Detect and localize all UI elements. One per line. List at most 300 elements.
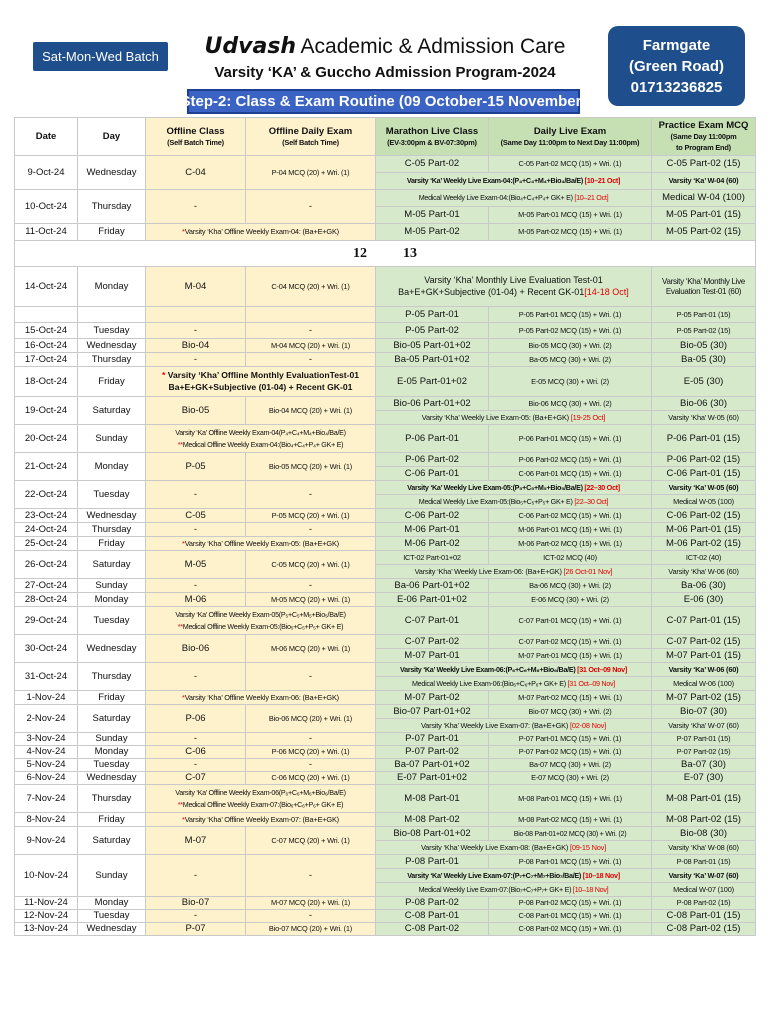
live-exam-cell: M-06 Part-02 MCQ (15) + Wri. (1): [489, 537, 652, 551]
weekly-exam-window: [10–18 Nov]: [582, 870, 620, 880]
practice-cell: P-07 Part-02 (15): [652, 746, 756, 759]
offline-exam-cell: -: [246, 855, 376, 897]
offline-weekly-exam-text: Varsity ‘Kha’ Offline Weekly Exam-04: (Ba+E+GK): [184, 227, 339, 237]
holiday-gap-cell: [15, 241, 756, 267]
table-row: [15, 339, 756, 353]
offline-exam-cell: P-05 MCQ (20) + Wri. (1): [246, 509, 376, 523]
live-exam-cell: C-05 Part-02 MCQ (15) + Wri. (1): [489, 156, 652, 173]
offline-weekly-exam-cell: [146, 425, 376, 453]
table-row: [15, 190, 756, 207]
note-asterisk: **: [177, 439, 183, 449]
live-class-cell: C-05 Part-02: [376, 156, 489, 173]
offline-weekly-exam-text: Varsity ‘Kha’ Offline Weekly Exam-07: (Ba+E+GK): [184, 814, 339, 824]
practice-cell: Bio-05 (30): [652, 339, 756, 353]
live-exam-cell: E-06 MCQ (30) + Wri. (2): [489, 593, 652, 607]
practice-cell: M-07 Part-01 (15): [652, 649, 756, 663]
practice-cell: ICT-02 (40): [652, 551, 756, 565]
table-row: [15, 759, 756, 772]
col-offline-class: [146, 118, 246, 156]
date-cell: 24-Oct-24: [15, 523, 78, 537]
practice-cell: P-07 Part-01 (15): [652, 733, 756, 746]
table-row: [15, 910, 756, 923]
practice-cell: Varsity ‘Kha’ W-05 (60): [652, 411, 756, 425]
date-cell: 19-Oct-24: [15, 397, 78, 425]
practice-cell: M-08 Part-02 (15): [652, 813, 756, 827]
brand-logo: Udvash: [204, 34, 297, 59]
practice-cell: Ba-06 (30): [652, 579, 756, 593]
day-cell: Tuesday: [78, 607, 146, 635]
practice-cell: P-08 Part-01 (15): [652, 855, 756, 869]
offline-weekly-exam-cell: [146, 537, 376, 551]
offline-exam-cell: -: [246, 481, 376, 509]
weekly-exam-text: Varsity ‘Kha’ Weekly Live Exam-06: (Ba+E+GK): [414, 566, 562, 576]
note-asterisk: *: [182, 692, 185, 702]
live-class-cell: Ba-05 Part-01+02: [376, 353, 489, 367]
table-row: [15, 307, 756, 323]
live-class-cell: Ba-06 Part-01+02: [376, 579, 489, 593]
note-asterisk: *: [161, 370, 166, 380]
offline-exam-cell: P-06 MCQ (20) + Wri. (1): [246, 746, 376, 759]
note-asterisk: **: [177, 799, 183, 809]
date-cell: 31-Oct-24: [15, 663, 78, 691]
live-class-cell: C-06 Part-01: [376, 467, 489, 481]
day-cell: Wednesday: [78, 635, 146, 663]
offline-exam-cell: C-04 MCQ (20) + Wri. (1): [246, 267, 376, 307]
table-row: [15, 367, 756, 397]
table-row: [15, 923, 756, 936]
live-class-cell: M-05 Part-02: [376, 224, 489, 241]
date-cell: 4-Nov-24: [15, 746, 78, 759]
date-cell: 3-Nov-24: [15, 733, 78, 746]
offline-weekly-exam-medical: Medical Offline Weekly Exam-07:(Bio₆+C₆+P₆+ GK+ E): [182, 799, 344, 809]
offline-monthly-test-title: Varsity ‘Kha’ Offline Monthly EvaluationTest-01: [167, 370, 360, 380]
table-row: [15, 523, 756, 537]
offline-weekly-exam-cell: [146, 785, 376, 813]
practice-cell: C-05 Part-02 (15): [652, 156, 756, 173]
practice-cell: M-06 Part-01 (15): [652, 523, 756, 537]
offline-class-cell: -: [146, 579, 246, 593]
step-title: Step-2: Class & Exam Routine (09 October-15 November): [187, 89, 580, 114]
practice-cell: Medical W-06 (100): [652, 677, 756, 691]
day-cell: Thursday: [78, 663, 146, 691]
day-cell: Sunday: [78, 855, 146, 897]
program-title: Varsity ‘KA’ & Guccho Admission Program-2024: [214, 64, 556, 81]
live-exam-cell: C-07 Part-02 MCQ (15) + Wri. (1): [489, 635, 652, 649]
live-exam-cell: Bio-07 MCQ (30) + Wri. (2): [489, 705, 652, 719]
day-cell: Monday: [78, 453, 146, 481]
date-cell: 10-Nov-24: [15, 855, 78, 897]
live-exam-cell: Ba-07 MCQ (30) + Wri. (2): [489, 759, 652, 772]
col-day: Day: [78, 118, 146, 156]
live-class-cell: E-07 Part-01+02: [376, 772, 489, 785]
live-exam-cell: M-06 Part-01 MCQ (15) + Wri. (1): [489, 523, 652, 537]
date-cell: 10-Oct-24: [15, 190, 78, 224]
table-row: [15, 509, 756, 523]
weekly-exam-cell: [376, 677, 652, 691]
practice-cell: P-06 Part-02 (15): [652, 453, 756, 467]
practice-cell: Varsity ‘Ka’ W-04 (60): [652, 173, 756, 190]
date-cell: 23-Oct-24: [15, 509, 78, 523]
weekly-exam-text: Varsity ‘Ka’ Weekly Live Exam-04:(P₄+C₄+M₄+Bio₄/Ba/E): [406, 176, 583, 186]
monthly-live-test-syllabus: Ba+E+GK+Subjective (01-04) + Recent GK-01: [398, 286, 585, 297]
day-cell: Wednesday: [78, 156, 146, 190]
day-cell: Sunday: [78, 579, 146, 593]
practice-cell: C-08 Part-01 (15): [652, 910, 756, 923]
practice-cell: Varsity ‘Kha’ W-07 (60): [652, 719, 756, 733]
live-exam-cell: P-07 Part-01 MCQ (15) + Wri. (1): [489, 733, 652, 746]
practice-cell: E-06 (30): [652, 593, 756, 607]
table-row: [15, 691, 756, 705]
live-exam-cell: C-08 Part-02 MCQ (15) + Wri. (1): [489, 923, 652, 936]
day-cell: Friday: [78, 537, 146, 551]
col-offline-exam-sub: (Self Batch Time): [282, 137, 339, 147]
live-class-cell: Bio-05 Part-01+02: [376, 339, 489, 353]
offline-exam-cell: Bio-04 MCQ (20) + Wri. (1): [246, 397, 376, 425]
weekly-exam-cell: [376, 411, 652, 425]
live-exam-cell: P-05 Part-02 MCQ (15) + Wri. (1): [489, 323, 652, 339]
offline-weekly-exam-cell: [146, 691, 376, 705]
col-marathon-title: Marathon Live Class: [385, 125, 479, 137]
day-cell: Sunday: [78, 733, 146, 746]
offline-monthly-test-syllabus: Ba+E+GK+Subjective (01-04) + Recent GK-01: [168, 381, 353, 392]
practice-cell: E-07 (30): [652, 772, 756, 785]
offline-exam-cell: Bio-06 MCQ (20) + Wri. (1): [246, 705, 376, 733]
live-class-cell: Bio-06 Part-01+02: [376, 397, 489, 411]
day-cell: Saturday: [78, 397, 146, 425]
brand-name: Academic & Admission Care: [300, 35, 566, 58]
practice-cell: M-08 Part-01 (15): [652, 785, 756, 813]
live-class-cell: P-08 Part-02: [376, 897, 489, 910]
offline-exam-cell: P-04 MCQ (20) + Wri. (1): [246, 156, 376, 190]
col-offline-class-sub: (Self Batch Time): [167, 137, 224, 147]
day-cell: Friday: [78, 367, 146, 397]
offline-exam-cell: -: [246, 759, 376, 772]
weekly-exam-text: Varsity ‘Ka’ Weekly Live Exam-05:(P₅+C₅+M₅+Bio₅/Ba/E): [407, 482, 583, 492]
table-header-row: [15, 118, 756, 156]
live-exam-cell: Bio-05 MCQ (30) + Wri. (2): [489, 339, 652, 353]
live-exam-cell: Bio-08 Part-01+02 MCQ (30) + Wri. (2): [489, 827, 652, 841]
date-cell: 22-Oct-24: [15, 481, 78, 509]
date-cell: 6-Nov-24: [15, 772, 78, 785]
offline-exam-cell: -: [246, 910, 376, 923]
weekly-exam-window: [10–21 Oct]: [574, 193, 609, 203]
day-cell: Monday: [78, 897, 146, 910]
offline-exam-cell: M-04 MCQ (20) + Wri. (1): [246, 339, 376, 353]
weekly-exam-window: [09-15 Nov]: [570, 842, 607, 852]
live-exam-cell: C-06 Part-02 MCQ (15) + Wri. (1): [489, 509, 652, 523]
practice-cell: Varsity ‘Kha’ W-06 (60): [652, 565, 756, 579]
practice-cell: Varsity ‘Ka’ W-07 (60): [652, 869, 756, 883]
col-date: Date: [15, 118, 78, 156]
live-class-cell: P-08 Part-01: [376, 855, 489, 869]
day-cell: Friday: [78, 691, 146, 705]
table-row: [15, 593, 756, 607]
day-cell: Thursday: [78, 190, 146, 224]
live-exam-cell: P-05 Part-01 MCQ (15) + Wri. (1): [489, 307, 652, 323]
date-cell: 26-Oct-24: [15, 551, 78, 579]
empty-cell: [246, 307, 376, 323]
offline-class-cell: C-06: [146, 746, 246, 759]
holiday-gap-row: [15, 241, 756, 267]
live-exam-cell: E-07 MCQ (30) + Wri. (2): [489, 772, 652, 785]
date-cell: 29-Oct-24: [15, 607, 78, 635]
table-row: [15, 827, 756, 841]
branch-name: Farmgate: [642, 36, 711, 54]
day-cell: Tuesday: [78, 759, 146, 772]
live-class-cell: P-06 Part-02: [376, 453, 489, 467]
offline-class-cell: -: [146, 190, 246, 224]
offline-weekly-exam-medical: Medical Offline Weekly Exam-05:(Bio₅+C₅+P₅+ GK+ E): [182, 621, 344, 631]
table-row: [15, 453, 756, 467]
live-exam-cell: P-06 Part-01 MCQ (15) + Wri. (1): [489, 425, 652, 453]
col-offline-exam: [246, 118, 376, 156]
offline-exam-cell: C-05 MCQ (20) + Wri. (1): [246, 551, 376, 579]
batch-badge: Sat-Mon-Wed Batch: [33, 42, 168, 71]
offline-weekly-exam-medical: Medical Offline Weekly Exam-04:(Bio₄+C₄+P₄+ GK+ E): [182, 439, 344, 449]
weekly-exam-cell: [376, 841, 652, 855]
offline-exam-cell: -: [246, 579, 376, 593]
offline-exam-cell: -: [246, 663, 376, 691]
live-class-cell: M-07 Part-01: [376, 649, 489, 663]
branch-phone: 01713236825: [630, 78, 723, 96]
live-class-cell: Bio-07 Part-01+02: [376, 705, 489, 719]
weekly-exam-text: Varsity ‘Kha’ Weekly Live Exam-07: (Ba+E+GK): [420, 720, 569, 730]
live-exam-cell: C-07 Part-01 MCQ (15) + Wri. (1): [489, 607, 652, 635]
weekly-exam-window: [26 Oct-01 Nov]: [563, 566, 613, 576]
date-cell: 7-Nov-24: [15, 785, 78, 813]
practice-cell: C-08 Part-02 (15): [652, 923, 756, 936]
weekly-exam-window: [22–30 Oct]: [584, 482, 620, 492]
weekly-exam-cell: [376, 495, 652, 509]
weekly-exam-cell: [376, 565, 652, 579]
practice-cell: P-08 Part-02 (15): [652, 897, 756, 910]
note-asterisk: *: [182, 227, 185, 237]
table-row: [15, 635, 756, 649]
table-row: [15, 323, 756, 339]
live-exam-cell: Ba-05 MCQ (30) + Wri. (2): [489, 353, 652, 367]
offline-class-cell: Bio-05: [146, 397, 246, 425]
offline-class-cell: P-07: [146, 923, 246, 936]
practice-cell: Varsity ‘Ka’ W-06 (60): [652, 663, 756, 677]
monthly-live-test-cell: [376, 267, 652, 307]
note-asterisk: *: [182, 814, 185, 824]
offline-exam-cell: M-06 MCQ (20) + Wri. (1): [246, 635, 376, 663]
live-class-cell: Bio-08 Part-01+02: [376, 827, 489, 841]
offline-weekly-exam-cell: [146, 813, 376, 827]
table-row: [15, 156, 756, 173]
weekly-exam-text: Varsity ‘Kha’ Weekly Live Exam-05: (Ba+E+GK): [421, 412, 569, 422]
offline-class-cell: -: [146, 353, 246, 367]
col-offline-class-title: Offline Class: [166, 125, 225, 137]
live-exam-cell: M-07 Part-01 MCQ (15) + Wri. (1): [489, 649, 652, 663]
weekly-exam-text: Varsity ‘Kha’ Weekly Live Exam-08: (Ba+E+GK): [420, 842, 569, 852]
practice-cell: P-05 Part-01 (15): [652, 307, 756, 323]
col-practice: [652, 118, 756, 156]
practice-cell: M-05 Part-02 (15): [652, 224, 756, 241]
live-class-cell: P-05 Part-01: [376, 307, 489, 323]
date-cell: 15-Oct-24: [15, 323, 78, 339]
live-class-cell: C-08 Part-01: [376, 910, 489, 923]
day-cell: Thursday: [78, 523, 146, 537]
offline-class-cell: P-05: [146, 453, 246, 481]
date-cell: 16-Oct-24: [15, 339, 78, 353]
weekly-exam-text: Medical Weekly Live Exam-05:(Bio₅+C₅+P₅+ GK+ E): [418, 496, 573, 506]
gap-number: 12: [353, 245, 367, 261]
day-cell: Friday: [78, 224, 146, 241]
practice-cell: Ba-07 (30): [652, 759, 756, 772]
practice-cell: P-06 Part-01 (15): [652, 425, 756, 453]
practice-cell: Ba-05 (30): [652, 353, 756, 367]
day-cell: Saturday: [78, 551, 146, 579]
date-cell: 17-Oct-24: [15, 353, 78, 367]
live-class-cell: M-06 Part-01: [376, 523, 489, 537]
routine-table: [14, 117, 756, 936]
offline-class-cell: -: [146, 323, 246, 339]
date-cell: 9-Nov-24: [15, 827, 78, 855]
offline-weekly-exam-ka: Varsity ‘Ka’ Offline Weekly Exam-05(P₅+C₅+M₅+Bio₅/Ba/E): [175, 610, 346, 619]
offline-class-cell: M-06: [146, 593, 246, 607]
date-cell: 27-Oct-24: [15, 579, 78, 593]
gap-number: 13: [403, 245, 417, 261]
practice-cell: Bio-08 (30): [652, 827, 756, 841]
day-cell: Tuesday: [78, 481, 146, 509]
live-class-cell: M-06 Part-02: [376, 537, 489, 551]
day-cell: Saturday: [78, 827, 146, 855]
empty-cell: [146, 307, 246, 323]
date-cell: 30-Oct-24: [15, 635, 78, 663]
live-exam-cell: P-08 Part-01 MCQ (15) + Wri. (1): [489, 855, 652, 869]
practice-cell: Varsity ‘Kha’ Monthly Live Evaluation Test-01 (60): [652, 267, 756, 307]
day-cell: Tuesday: [78, 910, 146, 923]
live-class-cell: P-05 Part-02: [376, 323, 489, 339]
offline-weekly-exam-text: Varsity ‘Kha’ Offline Weekly Exam-05: (Ba+E+GK): [184, 538, 339, 548]
table-row: [15, 855, 756, 869]
live-exam-cell: M-05 Part-02 MCQ (15) + Wri. (1): [489, 224, 652, 241]
weekly-exam-text: Medical Weekly Live Exam-06:(Bio₆+C₆+P₆+ GK+ E): [411, 678, 566, 688]
table-row: [15, 267, 756, 307]
table-row: [15, 425, 756, 453]
table-row: [15, 663, 756, 677]
practice-cell: Medical W-07 (100): [652, 883, 756, 897]
weekly-exam-window: [31 Oct–09 Nov]: [577, 664, 627, 674]
date-cell: 1-Nov-24: [15, 691, 78, 705]
table-row: [15, 897, 756, 910]
table-row: [15, 551, 756, 565]
offline-class-cell: M-04: [146, 267, 246, 307]
date-cell: 5-Nov-24: [15, 759, 78, 772]
live-class-cell: P-06 Part-01: [376, 425, 489, 453]
day-cell: Wednesday: [78, 923, 146, 936]
monthly-live-test-window: [14-18 Oct]: [584, 286, 629, 297]
weekly-exam-window: [10–18 Nov]: [572, 884, 609, 894]
offline-class-cell: Bio-06: [146, 635, 246, 663]
day-cell: Thursday: [78, 353, 146, 367]
practice-cell: C-07 Part-01 (15): [652, 607, 756, 635]
offline-exam-cell: Bio-05 MCQ (20) + Wri. (1): [246, 453, 376, 481]
practice-cell: Medical W-05 (100): [652, 495, 756, 509]
table-row: [15, 353, 756, 367]
live-exam-cell: Bio-06 MCQ (30) + Wri. (2): [489, 397, 652, 411]
weekly-exam-window: [10–21 Oct]: [584, 176, 621, 186]
date-cell: 8-Nov-24: [15, 813, 78, 827]
practice-cell: M-07 Part-02 (15): [652, 691, 756, 705]
date-cell: 14-Oct-24: [15, 267, 78, 307]
offline-class-cell: C-05: [146, 509, 246, 523]
date-cell: 20-Oct-24: [15, 425, 78, 453]
day-cell: Friday: [78, 813, 146, 827]
offline-exam-cell: -: [246, 733, 376, 746]
live-class-cell: E-05 Part-01+02: [376, 367, 489, 397]
practice-cell: Medical W-04 (100): [652, 190, 756, 207]
offline-exam-cell: C-07 MCQ (20) + Wri. (1): [246, 827, 376, 855]
branch-location: (Green Road): [628, 57, 724, 75]
table-row: [15, 772, 756, 785]
offline-exam-cell: -: [246, 190, 376, 224]
empty-cell: [15, 307, 78, 323]
offline-weekly-exam-cell: [146, 224, 376, 241]
practice-cell: M-05 Part-01 (15): [652, 207, 756, 224]
weekly-exam-text: Varsity ‘Ka’ Weekly Live Exam-06:(P₆+C₆+M₆+Bio₆/Ba/E): [400, 664, 576, 674]
offline-class-cell: -: [146, 481, 246, 509]
offline-class-cell: C-04: [146, 156, 246, 190]
practice-cell: Bio-06 (30): [652, 397, 756, 411]
practice-cell: C-07 Part-02 (15): [652, 635, 756, 649]
date-cell: 2-Nov-24: [15, 705, 78, 733]
offline-monthly-test-cell: [146, 367, 376, 397]
offline-class-cell: -: [146, 759, 246, 772]
weekly-exam-cell: [376, 883, 652, 897]
offline-class-cell: P-06: [146, 705, 246, 733]
weekly-exam-cell: [376, 869, 652, 883]
table-row: [15, 705, 756, 719]
offline-weekly-exam-ka: Varsity ‘Ka’ Offline Weekly Exam-06(P₆+C₆+M₆+Bio₆/Ba/E): [175, 788, 346, 797]
date-cell: 13-Nov-24: [15, 923, 78, 936]
day-cell: Monday: [78, 593, 146, 607]
live-class-cell: E-06 Part-01+02: [376, 593, 489, 607]
note-asterisk: *: [182, 538, 185, 548]
offline-class-cell: -: [146, 855, 246, 897]
table-row: [15, 224, 756, 241]
offline-exam-cell: M-05 MCQ (20) + Wri. (1): [246, 593, 376, 607]
branch-box: [608, 26, 745, 106]
weekly-exam-text: Medical Weekly Live Exam-07:(Bio₇+C₇+P₇+ GK+ E): [418, 884, 572, 894]
weekly-exam-cell: [376, 190, 652, 207]
table-row: [15, 537, 756, 551]
day-cell: Wednesday: [78, 772, 146, 785]
offline-weekly-exam-text: Varsity ‘Kha’ Offline Weekly Exam-06: (Ba+E+GK): [184, 692, 339, 702]
offline-class-cell: Bio-04: [146, 339, 246, 353]
monthly-live-test-title: Varsity ‘Kha’ Monthly Live Evaluation Test-01: [424, 275, 603, 285]
day-cell: Tuesday: [78, 323, 146, 339]
live-class-cell: Ba-07 Part-01+02: [376, 759, 489, 772]
live-exam-cell: P-08 Part-02 MCQ (15) + Wri. (1): [489, 897, 652, 910]
offline-class-cell: Bio-07: [146, 897, 246, 910]
live-exam-cell: M-07 Part-02 MCQ (15) + Wri. (1): [489, 691, 652, 705]
date-cell: 11-Nov-24: [15, 897, 78, 910]
offline-class-cell: -: [146, 523, 246, 537]
offline-exam-cell: M-07 MCQ (20) + Wri. (1): [246, 897, 376, 910]
offline-exam-cell: -: [246, 523, 376, 537]
practice-cell: M-06 Part-02 (15): [652, 537, 756, 551]
practice-cell: Bio-07 (30): [652, 705, 756, 719]
note-asterisk: **: [177, 621, 183, 631]
live-exam-cell: P-07 Part-02 MCQ (15) + Wri. (1): [489, 746, 652, 759]
date-cell: 11-Oct-24: [15, 224, 78, 241]
practice-cell: E-05 (30): [652, 367, 756, 397]
day-cell: Saturday: [78, 705, 146, 733]
live-class-cell: M-08 Part-02: [376, 813, 489, 827]
col-practice-sub2: to Program End): [676, 143, 731, 152]
